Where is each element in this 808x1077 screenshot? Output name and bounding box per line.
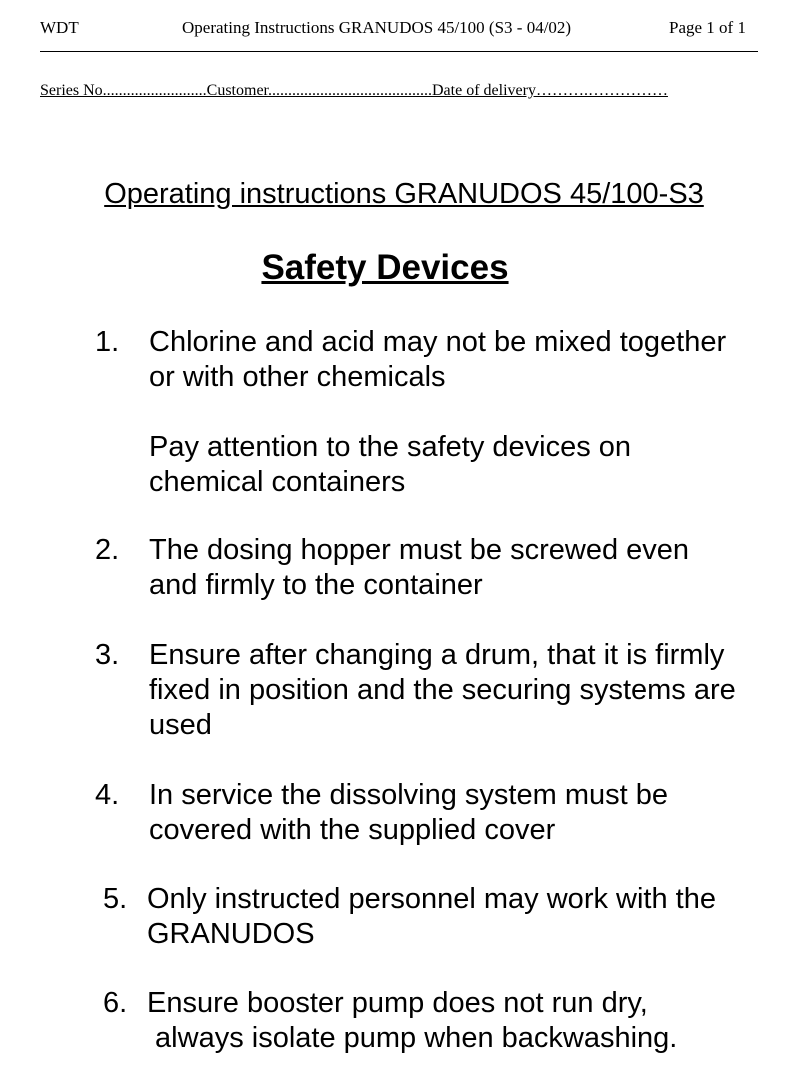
header-divider [40,51,758,52]
item-line: chemical containers [149,466,406,498]
item-number: 3. [95,639,120,671]
series-customer-delivery-line: Series No..........................Customer.........................................Date of delivery……….…………… [40,82,668,99]
item-number: 2. [95,534,120,566]
item-line: Ensure after changing a drum, that it is firmly [149,639,725,671]
item-line: Chlorine and acid may not be mixed together [149,326,727,358]
item-line: The dosing hopper must be screwed even [149,534,690,566]
item-line: used [149,709,212,741]
item-line: fixed in position and the securing systems are [149,674,736,706]
item-number: 4. [95,779,120,811]
item-number: 1. [95,326,120,358]
document-title: Operating instructions GRANUDOS 45/100-S3 [104,178,704,210]
item-text [149,533,689,603]
header-company: WDT [40,18,79,37]
item-line: Ensure booster pump does not run dry, [147,987,648,1019]
item-line [149,395,726,430]
item-line: and firmly to the container [149,569,483,601]
item-line: Only instructed personnel may work with the [147,883,716,915]
item-text [149,778,668,848]
section-title: Safety Devices [261,248,509,287]
item-text [149,325,726,500]
item-line: covered with the supplied cover [149,814,556,846]
item-line: In service the dissolving system must be [149,779,668,811]
header-page-number: Page 1 of 1 [669,18,746,37]
header-document-title: Operating Instructions GRANUDOS 45/100 (S3 - 04/02) [182,18,572,37]
item-number: 6. [103,987,128,1019]
item-line: Pay attention to the safety devices on [149,431,632,463]
item-line: or with other chemicals [149,361,446,393]
item-text [147,882,716,952]
item-text [147,986,677,1056]
item-number: 5. [103,883,128,915]
item-text [149,638,736,743]
item-line: GRANUDOS [147,918,315,950]
item-line: always isolate pump when backwashing. [147,1022,678,1054]
